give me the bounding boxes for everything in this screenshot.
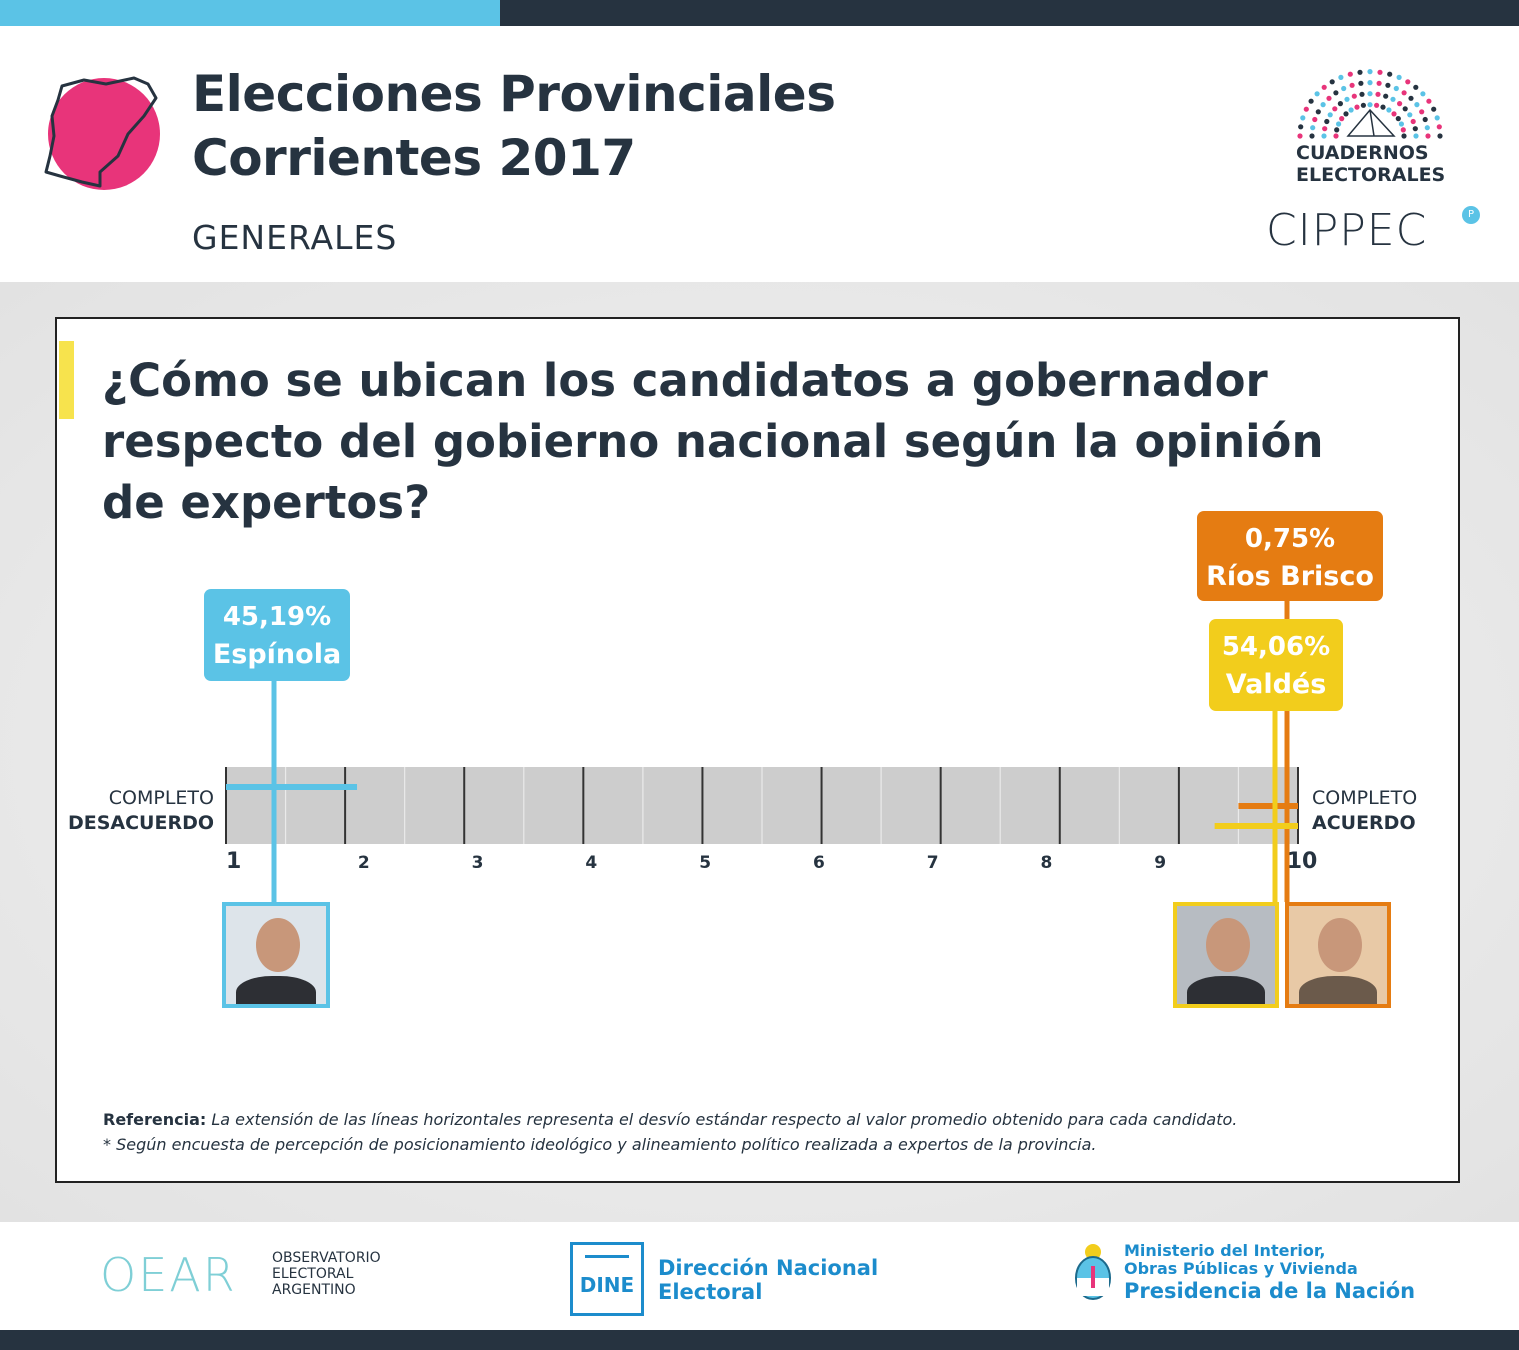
question-line-3: de expertos? [102, 476, 431, 529]
references-note [103, 1107, 1237, 1157]
ministry-line-3: Presidencia de la Nación [1124, 1279, 1416, 1303]
tick-label: 7 [926, 853, 939, 873]
ce-line-1: CUADERNOS [1296, 142, 1429, 164]
references-label: Referencia: [103, 1110, 207, 1129]
question-line-2: respecto del gobierno nacional según la opinión [102, 415, 1324, 468]
tick-label: 4 [585, 853, 598, 873]
title-line-1: Elecciones Provinciales [192, 65, 836, 123]
dine-line-1: Dirección Nacional [658, 1256, 879, 1280]
candidate-photo [1173, 902, 1279, 1008]
dine-logo-text: DINE [579, 1273, 635, 1297]
tick-label: 5 [699, 853, 712, 873]
title-line-2: Corrientes 2017 [192, 129, 636, 187]
candidate-name: Valdés [1225, 669, 1327, 700]
candidate-percent: 0,75% [1244, 524, 1336, 554]
national-shield-icon [1072, 1240, 1114, 1302]
right-label-line-2: ACUERDO [1312, 812, 1416, 834]
oear-sub-1: OBSERVATORIO [272, 1250, 381, 1266]
tick-label: 1 [226, 849, 242, 874]
right-label-line-1: COMPLETO [1312, 787, 1418, 809]
question-line-1: ¿Cómo se ubican los candidatos a gobernador [102, 354, 1268, 407]
ce-line-2: ELECTORALES [1296, 164, 1446, 186]
dine-logo [570, 1242, 644, 1316]
photo-head-shape [256, 918, 300, 972]
photo-body-shape [1187, 976, 1265, 1008]
tick-label: 10 [1286, 849, 1318, 874]
candidate-photo [1285, 902, 1391, 1008]
left-label-line-1: COMPLETO [108, 787, 214, 809]
references-footnote: * Según encuesta de percepción de posicionamiento ideológico y alineamiento político realizada a expertos de la provincia. [103, 1135, 1097, 1154]
oear-logo: OEAR [100, 1248, 237, 1302]
photo-body-shape [1299, 976, 1377, 1008]
dine-name [658, 1256, 878, 1304]
ministry-text [1124, 1242, 1415, 1304]
dine-line-2: Electoral [658, 1280, 763, 1304]
oear-subtitle [272, 1250, 381, 1298]
bottom-bar [0, 1330, 1519, 1350]
cippec-mark-icon: P [1462, 206, 1480, 224]
references-text: La extensión de las líneas horizontales representa el desvío estándar respecto al valor promedio obtenido para cada candidato. [211, 1110, 1238, 1129]
dine-logo-line [585, 1255, 629, 1258]
oear-sub-2: ELECTORAL [272, 1266, 354, 1282]
tick-label: 6 [812, 853, 825, 873]
candidate-percent: 45,19% [222, 602, 332, 632]
candidate-name: Ríos Brisco [1206, 561, 1374, 592]
tick-label: 9 [1154, 853, 1167, 873]
candidate-name: Espínola [212, 639, 342, 670]
ministry-line-1: Ministerio del Interior, [1124, 1241, 1326, 1260]
photo-head-shape [1318, 918, 1362, 972]
tick-label: 2 [357, 853, 370, 873]
candidate-percent: 54,06% [1221, 632, 1331, 662]
left-label-line-2: DESACUERDO [67, 812, 214, 834]
cippec-logo: CIPPEC [1266, 205, 1428, 256]
ministry-line-2: Obras Públicas y Vivienda [1124, 1259, 1358, 1278]
tick-label: 8 [1040, 853, 1053, 873]
tick-label: 3 [471, 853, 484, 873]
oear-sub-3: ARGENTINO [272, 1282, 356, 1298]
photo-body-shape [236, 976, 316, 1008]
candidate-photo [222, 902, 330, 1008]
photo-head-shape [1206, 918, 1250, 972]
page-subtitle: GENERALES [192, 218, 398, 257]
